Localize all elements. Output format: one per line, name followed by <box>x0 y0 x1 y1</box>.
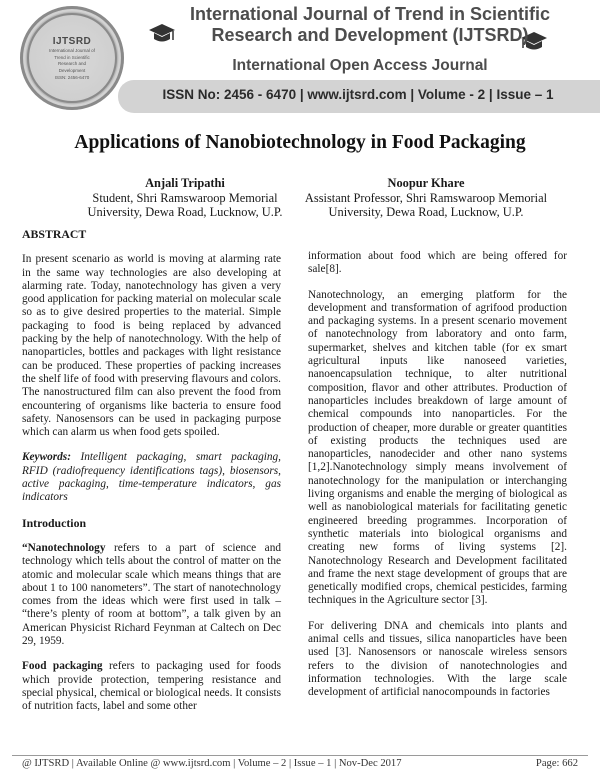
right-column <box>308 250 567 712</box>
keywords-label: Keywords: <box>22 451 71 464</box>
abstract-text: In present scenario as world is moving at alarming rate in the same way technologies are also developing at alarming rate. Today, nanotechnology has given a very good application for packing material on molecular scale so as to give desired properties to the material. Simple packaging to food is being replaced by advanced packing by the help of nanotechnology. With the help of nanoparticles, bottles and packages with light resistance can be produced. These properties of packing increases the shelf life of food with preserving flavours and colors. The nanostructured film can also prevent the food from encountering of organisms like bacteria to ensure food safety. Nanosensors can be used in packaging purpose which can alarm us when food gets spoiled. <box>22 253 281 439</box>
journal-logo <box>20 6 124 110</box>
intro-term: “Nanotechnology <box>22 541 106 554</box>
keywords-text: Intelligent packaging, smart packaging, RFID (radiofrequency identifications tags), biosensors, active packaging, time-temperature indicators, gas indicators <box>22 451 281 504</box>
body-paragraph: For delivering DNA and chemicals into plants and animal cells and tissues, silica nanoparticles have been used [3]. Nanosensors or nanoscale wireless sensors refers to the division of nanotechnologies and information technologies. With the large scale development of artificial nanocompounds in factories <box>308 619 567 699</box>
author-block <box>291 176 561 220</box>
logo-name: IJTSRD <box>52 36 92 47</box>
author-name: Anjali Tripathi <box>145 176 225 190</box>
journal-header <box>0 0 600 116</box>
logo-content <box>32 18 112 98</box>
journal-title-line: Research and Development (IJTSRD) <box>211 25 529 45</box>
intro-text: refers to a part of science and technology which tells about the control of matter on the atomic and molecular scale which means things that are about 1 to 100 nanometers”. The start of nanotechnology comes from the ideas which were first used in talk – “there’s plenty of room at bottom”, a talk given by an American Physicist Richard Feynman at Caltech on Dec 29, 1959. <box>22 541 281 648</box>
logo-line: Research and <box>57 61 87 66</box>
logo-line: Development <box>58 67 86 73</box>
author-affiliation: University, Dewa Road, Lucknow, U.P. <box>87 205 283 219</box>
keywords <box>22 451 281 504</box>
footer-divider <box>12 755 588 756</box>
food-packaging-term: Food packaging <box>22 660 103 673</box>
logo-line: International Journal of <box>49 48 95 53</box>
left-column <box>22 228 281 726</box>
author-affiliation: Assistant Professor, Shri Ramswaroop Memorial <box>304 190 548 205</box>
author-affiliation: Student, Shri Ramswaroop Memorial <box>92 190 278 205</box>
author-block <box>50 176 320 220</box>
journal-title <box>170 4 570 46</box>
author-affiliation: University, Dewa Road, Lucknow, U.P. <box>328 205 524 219</box>
food-packaging-text: refers to packaging used for foods which provide protection, tempering resistance and special physical, chemical or biological needs. It consists of nutrition facts, label and some other <box>22 660 282 713</box>
author-name: Noopur Khare <box>387 176 465 190</box>
journal-title-line: International Journal of Trend in Scientific <box>189 4 551 24</box>
intro-heading: Introduction <box>22 515 87 530</box>
food-packaging-paragraph <box>22 660 281 713</box>
body-paragraph: information about food which are being offered for sale[8]. <box>308 250 567 276</box>
abstract-heading: ABSTRACT <box>22 227 87 241</box>
logo-line: Trend in Scientific <box>54 54 90 60</box>
open-access-label: International Open Access Journal <box>232 57 488 74</box>
page-number: Page: 662 <box>535 758 578 769</box>
logo-issn: ISSN: 2456-6470 <box>54 75 90 80</box>
body-paragraph: Nanotechnology, an emerging platform for the development and transformation of agrifood production and packaging systems. In a present scenario movement of nanotechnology from laboratory and onto farm, supermarket, shelves and kitchen table (for ex smart agricultural inputs like nanoseed varieties, nanoencapsulation technique, to alter nutritional composition, flavor and other attributes. Production of nanoparticles includes breakdown of large amount of chemical compounds into nanoparticles. For the production of cheaper, more durable or greater quantities of existing products the techniques used are nanoparticles, nanodecider and other nano systems [1,2].Nanotechnology simply means involvement of nanotechnology for the manipulation or interchanging living organisms and enable the merging of biological as well as nanobiological materials for facilitating genetic engineered breeding programmes. Incorporation of synthetic materials into biological organisms and creating new forms of living systems [2]. Nanotechnology Research and Development facilitated and frame the next stage development of groups that are genetically modified crops, chemical pesticides, farming techniques in the Agriculture sector [3]. <box>308 288 567 607</box>
page-footer <box>22 758 578 769</box>
paper-title: Applications of Nanobiotechnology in Food Packaging <box>74 132 526 153</box>
issn-line: ISSN No: 2456 - 6470 | www.ijtsrd.com | Volume - 2 | Issue – 1 <box>162 87 554 102</box>
intro-paragraph <box>22 542 281 648</box>
footer-citation: @ IJTSRD | Available Online @ www.ijtsrd.com | Volume – 2 | Issue – 1 | Nov-Dec 2017 <box>22 758 402 769</box>
